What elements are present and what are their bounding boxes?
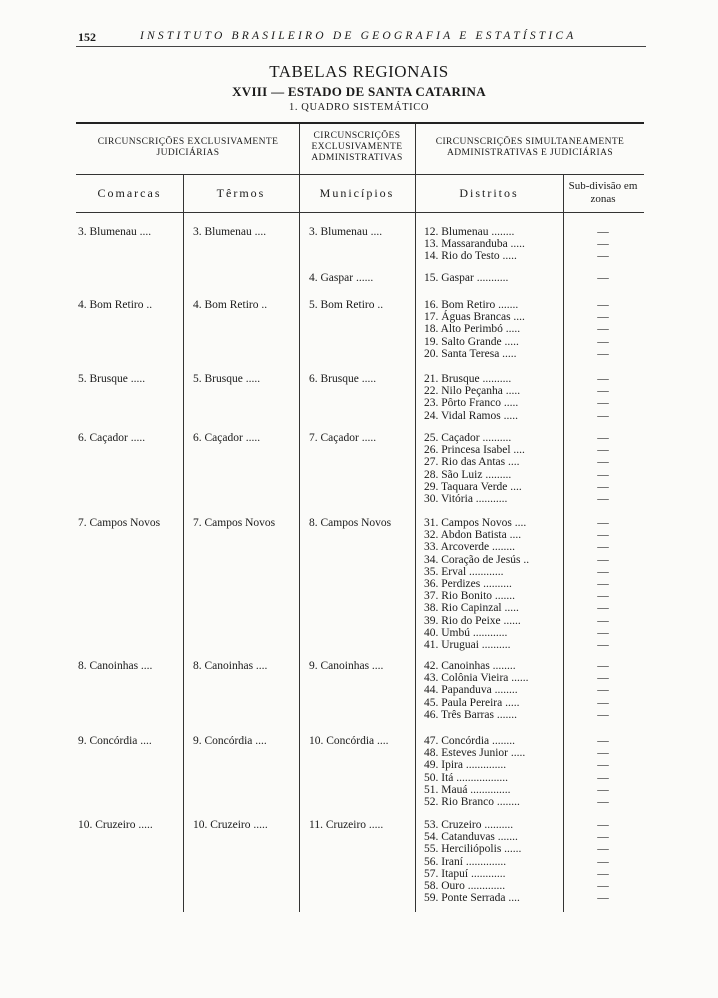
subdivisao-mark: —	[597, 517, 609, 529]
municipio-cell: 7. Caçador .....	[309, 432, 377, 444]
distrito-item: 40. Umbú ............	[424, 626, 508, 639]
comarca-cell: 8. Canoinhas ....	[78, 660, 153, 672]
subdivisao-mark: —	[597, 226, 609, 238]
distrito-item: 25. Caçador ..........	[424, 432, 512, 444]
subdivisao-mark: —	[597, 696, 609, 709]
distrito-item: 38. Rio Capinzal .....	[424, 602, 519, 615]
distrito-item: 23. Pôrto Franco .....	[424, 397, 519, 410]
subdivisao-mark: —	[597, 602, 609, 615]
distrito-item: 36. Perdizes ..........	[424, 578, 512, 590]
group-header-judiciary: CIRCUNSCRIÇÕES EXCLUSIVAMENTE JUDICIÁRIAS	[97, 137, 279, 158]
distrito-item: 30. Vitória ...........	[424, 493, 508, 505]
municipio-cell: 4. Gaspar ......	[309, 272, 374, 284]
distrito-item: 46. Três Barras .......	[424, 708, 517, 721]
distrito-item: 15. Gaspar ...........	[424, 272, 509, 284]
municipio-cell: 5. Bom Retiro ..	[309, 299, 384, 311]
subdivisao-mark: —	[597, 831, 609, 844]
distrito-item: 44. Papanduva ........	[424, 684, 518, 697]
subdivisao-mark: —	[597, 684, 609, 697]
subdivisao-mark: —	[597, 759, 609, 772]
municipio-cell: 8. Campos Novos	[309, 517, 392, 529]
termo-cell: 7. Campos Novos	[193, 517, 276, 529]
distrito-item: 48. Esteves Junior .....	[424, 747, 526, 760]
page-number: 152	[78, 30, 96, 44]
col-header-comarcas: Comarcas	[97, 186, 162, 200]
subdivisao-mark: —	[597, 880, 609, 892]
distrito-item: 53. Cruzeiro ..........	[424, 819, 514, 831]
distrito-item: 12. Blumenau ........	[424, 226, 515, 238]
distrito-item: 43. Colônia Vieira ......	[424, 672, 529, 685]
group-header-administrative: CIRCUNSCRIÇÕES EXCLUSIVAMENTE ADMINISTRATIVAS	[311, 131, 403, 163]
distrito-item: 39. Rio do Peixe ......	[424, 614, 521, 627]
distrito-item: 41. Uruguai ..........	[424, 639, 511, 651]
page-title: TABELAS REGIONAIS	[269, 62, 449, 81]
municipio-cell: 6. Brusque .....	[309, 373, 377, 385]
distrito-item: 26. Princesa Isabel ....	[424, 444, 525, 457]
distrito-item: 24. Vidal Ramos .....	[424, 409, 518, 422]
subdivisao-mark: —	[597, 272, 609, 284]
distrito-item: 57. Itapuí ............	[424, 867, 506, 880]
termo-cell: 3. Blumenau ....	[193, 226, 267, 238]
distrito-item: 27. Rio das Antas ....	[424, 456, 520, 469]
subdivisao-mark: —	[597, 783, 609, 796]
distrito-item: 51. Mauá ..............	[424, 783, 511, 796]
subdivisao-mark: —	[597, 373, 609, 385]
subdivisao-mark: —	[597, 867, 609, 880]
subdivisao-mark: —	[597, 250, 609, 263]
subdivisao-mark: —	[597, 299, 609, 311]
distrito-item: 32. Abdon Batista ....	[424, 529, 522, 542]
distrito-item: 42. Canoinhas ........	[424, 660, 516, 672]
subdivisao-mark: —	[597, 626, 609, 639]
column-divider	[183, 174, 184, 912]
column-divider	[299, 124, 300, 912]
comarca-cell: 6. Caçador .....	[78, 432, 146, 444]
subdivisao-mark: —	[597, 553, 609, 566]
section-title: 1. QUADRO SISTEMÁTICO	[288, 102, 430, 113]
subdivisao-mark: —	[597, 432, 609, 444]
distrito-item: 22. Nilo Peçanha .....	[424, 385, 521, 398]
col-header-municipios: Municípios	[319, 186, 395, 200]
distrito-item: 37. Rio Bonito .......	[424, 590, 516, 603]
subdivisao-mark: —	[597, 578, 609, 590]
subdivisao-mark: —	[597, 735, 609, 747]
state-subtitle: XVIII — ESTADO DE SANTA CATARINA	[232, 84, 486, 99]
distrito-item: 49. Ipira ..............	[424, 759, 507, 772]
subdivisao-mark: —	[597, 541, 609, 554]
journal-title: INSTITUTO BRASILEIRO DE GEOGRAFIA E ESTATÍSTICA	[140, 30, 577, 42]
subdivisao-mark: —	[597, 385, 609, 398]
distrito-item: 29. Taquara Verde ....	[424, 480, 522, 493]
subdivisao-mark: —	[597, 747, 609, 760]
subdivisao-mark: —	[597, 529, 609, 542]
group-header-both: CIRCUNSCRIÇÕES SIMULTANEAMENTE ADMINISTRATIVAS E JUDICIÁRIAS	[435, 137, 625, 158]
subdivisao-mark: —	[597, 409, 609, 422]
subdivisao-mark: —	[597, 347, 609, 360]
subdivisao-mark: —	[597, 796, 609, 808]
distrito-item: 45. Paula Pereira .....	[424, 696, 520, 709]
distrito-item: 50. Itá ..................	[424, 771, 509, 784]
distrito-item: 34. Coração de Jesús ..	[424, 553, 530, 566]
distrito-item: 28. São Luiz .........	[424, 468, 512, 481]
subdivisao-mark: —	[597, 819, 609, 831]
distrito-item: 47. Concórdia ........	[424, 735, 516, 747]
col-header-subdivisao: Sub-divisão em zonas	[568, 180, 638, 205]
municipio-cell: 11. Cruzeiro .....	[309, 819, 384, 831]
distrito-item: 20. Santa Teresa .....	[424, 347, 517, 360]
subdivisao-mark: —	[597, 590, 609, 603]
municipio-cell: 10. Concórdia ....	[309, 735, 389, 747]
distrito-item: 33. Arcoverde ........	[424, 541, 516, 554]
running-head	[78, 30, 638, 46]
distrito-item: 19. Salto Grande .....	[424, 335, 519, 348]
subdivisao-mark: —	[597, 480, 609, 493]
distrito-item: 55. Herciliópolis ......	[424, 843, 522, 856]
subdivisao-mark: —	[597, 444, 609, 457]
subdivisao-mark: —	[597, 468, 609, 481]
municipio-cell: 3. Blumenau ....	[309, 226, 383, 238]
col-header-termos: Têrmos	[216, 186, 266, 200]
table-top-rule	[76, 122, 644, 124]
subdivisao-mark: —	[597, 456, 609, 469]
distrito-item: 52. Rio Branco ........	[424, 796, 520, 808]
subdivisao-mark: —	[597, 672, 609, 685]
comarca-cell: 3. Blumenau ....	[78, 226, 152, 238]
termo-cell: 9. Concórdia ....	[193, 735, 267, 747]
distrito-item: 14. Rio do Testo .....	[424, 250, 517, 263]
subdivisao-mark: —	[597, 323, 609, 336]
distrito-item: 54. Catanduvas .......	[424, 831, 518, 844]
subdivisao-mark: —	[597, 238, 609, 251]
subdivisao-mark: —	[597, 335, 609, 348]
distrito-item: 17. Águas Brancas ....	[424, 311, 525, 324]
subdivisao-mark: —	[597, 708, 609, 721]
subdivisao-mark: —	[597, 771, 609, 784]
comarca-cell: 7. Campos Novos	[78, 517, 161, 529]
subdivisao-mark: —	[597, 614, 609, 627]
header-divider	[76, 46, 646, 47]
subdivisao-mark: —	[597, 660, 609, 672]
subdivisao-mark: —	[597, 892, 609, 905]
distrito-item: 59. Ponte Serrada ....	[424, 892, 520, 905]
subdivisao-mark: —	[597, 397, 609, 410]
subdivisao-mark: —	[597, 855, 609, 868]
municipio-cell: 9. Canoinhas ....	[309, 660, 384, 672]
group-header-rule	[76, 174, 644, 175]
comarca-cell: 10. Cruzeiro .....	[78, 819, 153, 831]
distrito-item: 16. Bom Retiro .......	[424, 299, 519, 311]
termo-cell: 10. Cruzeiro .....	[193, 819, 268, 831]
comarca-cell: 4. Bom Retiro ..	[78, 299, 153, 311]
col-header-distritos: Distritos	[459, 186, 519, 200]
column-header-rule	[76, 212, 644, 213]
subdivisao-mark: —	[597, 311, 609, 324]
subdivisao-mark: —	[597, 843, 609, 856]
termo-cell: 6. Caçador .....	[193, 432, 261, 444]
distrito-item: 18. Alto Perimbó .....	[424, 323, 521, 336]
subdivisao-mark: —	[597, 565, 609, 578]
distrito-item: 56. Iraní ..............	[424, 855, 507, 868]
termo-cell: 4. Bom Retiro ..	[193, 299, 268, 311]
distrito-item: 35. Erval ............	[424, 565, 504, 578]
column-divider	[415, 124, 416, 912]
subdivisao-mark: —	[597, 493, 609, 505]
distrito-item: 21. Brusque ..........	[424, 373, 512, 385]
termo-cell: 5. Brusque .....	[193, 373, 261, 385]
distrito-item: 31. Campos Novos ....	[424, 517, 527, 529]
subdivisao-mark: —	[597, 639, 609, 651]
comarca-cell: 9. Concórdia ....	[78, 735, 152, 747]
distrito-item: 13. Massaranduba .....	[424, 238, 525, 251]
comarca-cell: 5. Brusque .....	[78, 373, 146, 385]
distrito-item: 58. Ouro .............	[424, 880, 506, 892]
termo-cell: 8. Canoinhas ....	[193, 660, 268, 672]
